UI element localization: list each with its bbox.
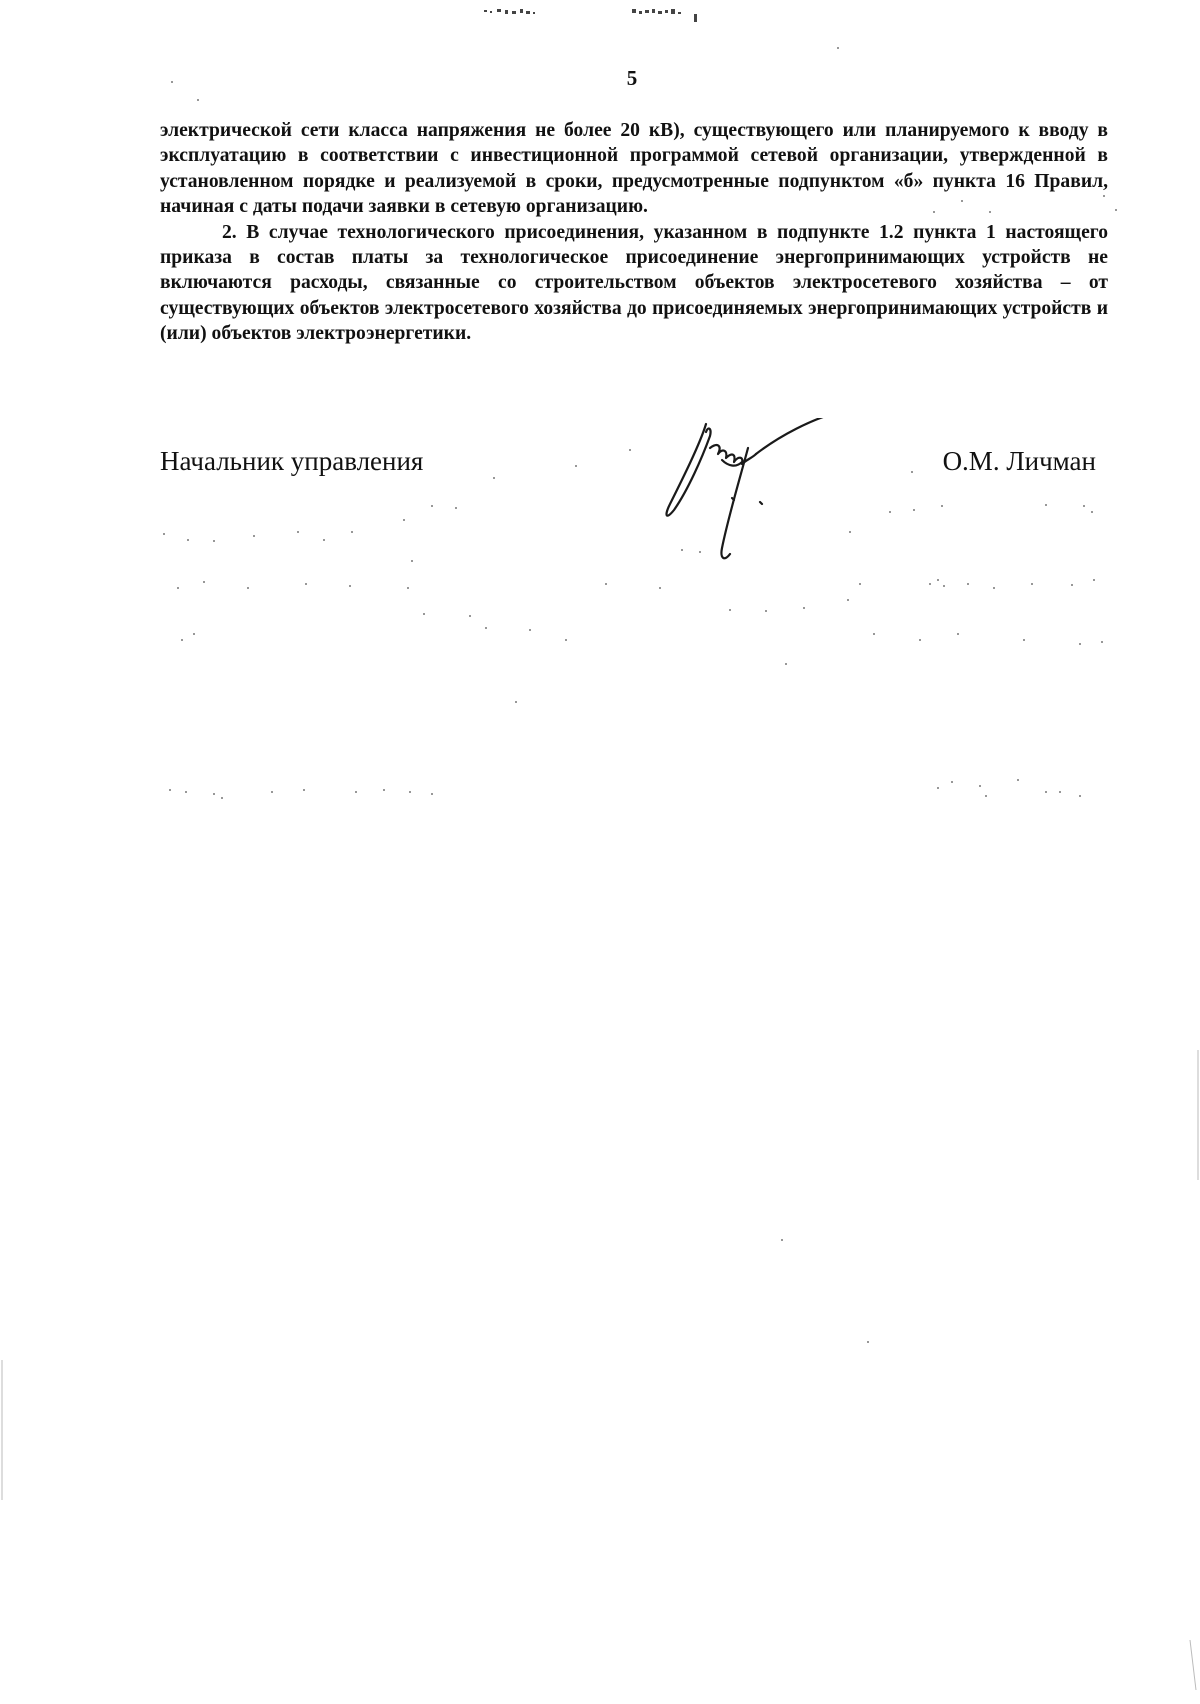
paragraph-continuation: электрической сети класса напряжения не более 20 кВ), существующего или планируемого к вводу в эксплуатацию в соответствии с инвестиционной программой сетевой организации, утвержденной в установленном порядке и реализуемой в сроки, предусмотренные подпунктом «б» пункта 16 Правил, начиная с даты подачи заявки в сетевую организацию.: [160, 120, 1108, 218]
signer-name: О.М. Личман: [942, 446, 1096, 476]
signer-title: Начальник управления: [160, 446, 424, 476]
page-number: 5: [626, 66, 638, 90]
body-text: [160, 118, 1108, 347]
paragraph-item-2: 2. В случае технологического присоединения, указанном в подпункте 1.2 пункта 1 настоящего приказа в состав платы за технологическое присоединение энергопринимающих устройств не включаются расходы, связанные со строительством объектов электросетевого хозяйства – от существующих объектов электросетевого хозяйства до присоединяемых энергопринимающих устройств и (или) объектов электроэнергетики.: [160, 221, 1108, 345]
signature-block: [160, 446, 1096, 486]
handwritten-signature: [662, 418, 852, 568]
